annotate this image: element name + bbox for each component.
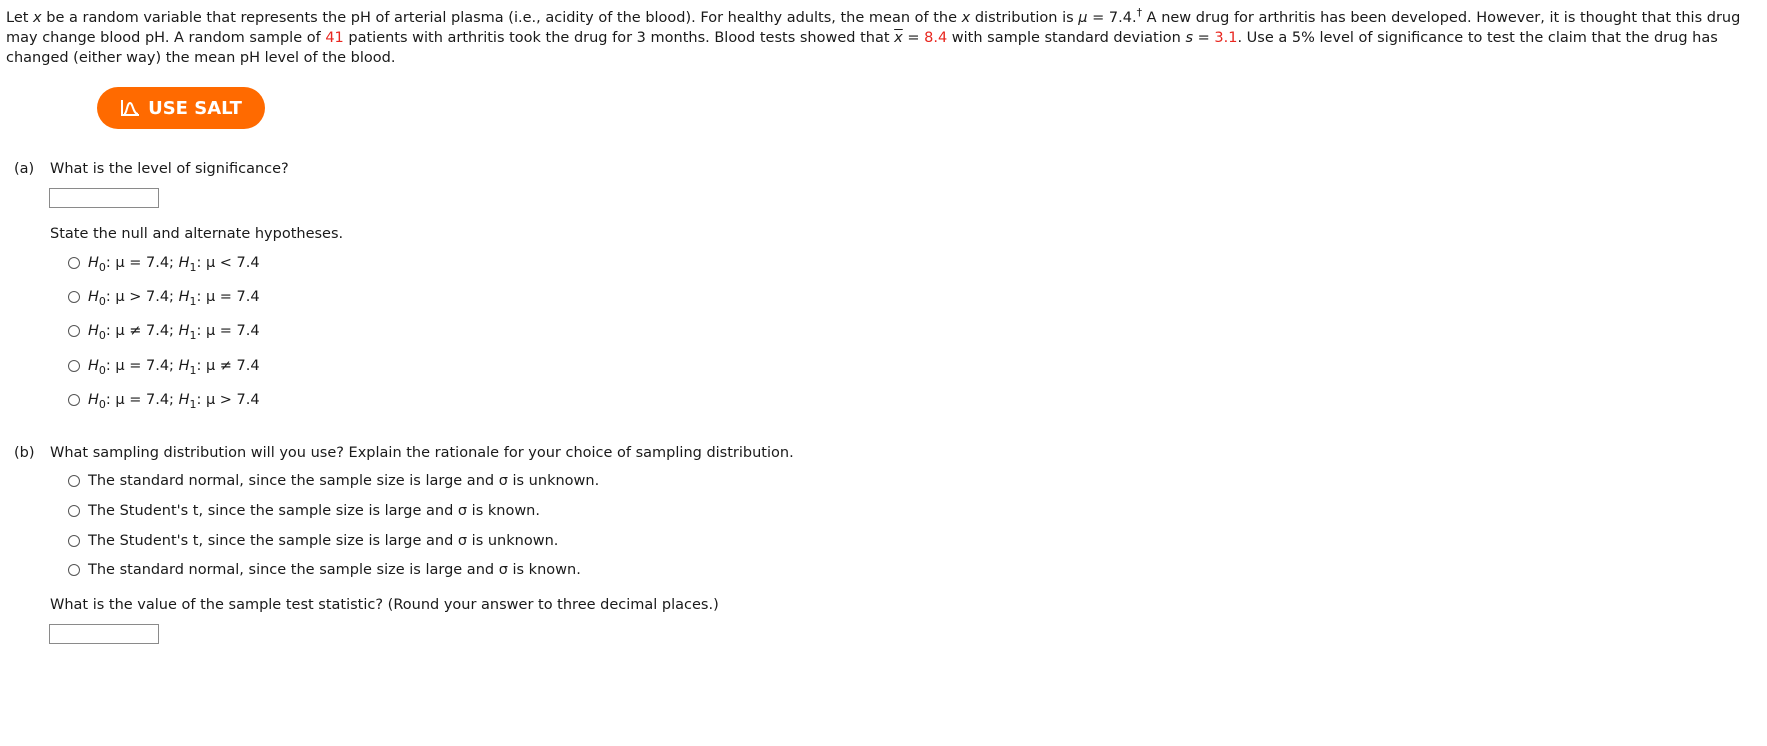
h0-expression: μ = 7.4;	[115, 255, 174, 271]
radio-button[interactable]	[68, 475, 80, 487]
h1-label: H	[178, 255, 190, 271]
sample-sd-value: 3.1	[1214, 29, 1238, 46]
sample-size-value: 41	[325, 29, 344, 46]
h0-label: H	[88, 255, 99, 271]
intro-text: =	[902, 29, 925, 46]
salt-curve-icon	[120, 99, 140, 117]
h0-subscript: 0	[98, 364, 106, 377]
intro-text: . Use a 5% level of significance to test the claim that the drug has changed (either way) the mean pH level of the blood.	[6, 29, 1718, 66]
h1-expression: μ > 7.4	[205, 392, 260, 408]
radio-button[interactable]	[68, 257, 80, 269]
h1-label: H	[178, 358, 190, 374]
h0-expression: μ > 7.4;	[115, 289, 174, 305]
h0-subscript: 0	[98, 398, 106, 411]
significance-question: What is the level of significance?	[50, 161, 289, 177]
test-statistic-question: What is the value of the sample test statistic? (Round your answer to three decimal places.)	[50, 597, 719, 613]
hypothesis-option-1[interactable]	[68, 255, 260, 274]
h0-subscript: 0	[98, 329, 106, 342]
radio-button[interactable]	[68, 505, 80, 517]
radio-button[interactable]	[68, 291, 80, 303]
h0-label: H	[88, 289, 99, 305]
hypothesis-text: H 0 : μ ≠ 7.4; H 1 : μ = 7.4	[88, 323, 260, 342]
radio-button[interactable]	[68, 535, 80, 547]
h0-label: H	[88, 323, 99, 339]
hypothesis-text: H 0 : μ = 7.4; H 1 : μ < 7.4	[88, 255, 260, 274]
sample-mean-value: 8.4	[924, 29, 948, 46]
hypothesis-text: H 0 : μ > 7.4; H 1 : μ = 7.4	[88, 289, 260, 308]
xbar-symbol: $\overline{x}$	[894, 29, 903, 46]
distribution-option-3[interactable]	[68, 533, 558, 549]
hypothesis-option-4[interactable]	[68, 358, 260, 377]
h1-subscript: 1	[189, 261, 197, 274]
distribution-option-label: The standard normal, since the sample size is large and σ is unknown.	[88, 473, 600, 489]
h0-expression: μ ≠ 7.4;	[115, 323, 174, 339]
h0-label: H	[88, 358, 99, 374]
h1-subscript: 1	[189, 364, 197, 377]
x-variable: x	[961, 9, 971, 26]
distribution-option-label: The Student's t, since the sample size is large and σ is unknown.	[88, 533, 559, 549]
footnote-dagger[interactable]: †	[1136, 6, 1143, 19]
hypotheses-prompt: State the null and alternate hypotheses.	[50, 226, 344, 242]
radio-button[interactable]	[68, 394, 80, 406]
test-statistic-input[interactable]	[49, 624, 159, 644]
h1-label: H	[178, 323, 190, 339]
h0-expression: μ = 7.4;	[115, 358, 174, 374]
hypothesis-option-5[interactable]	[68, 392, 260, 411]
mu-symbol: μ	[1078, 9, 1088, 26]
hypothesis-option-2[interactable]	[68, 289, 260, 308]
radio-button[interactable]	[68, 360, 80, 372]
distribution-option-label: The standard normal, since the sample size is large and σ is known.	[88, 562, 581, 578]
h1-expression: μ ≠ 7.4	[205, 358, 260, 374]
intro-text: be a random variable that represents the pH of arterial plasma (i.e., acidity of the blood). For healthy adults, the mean of the	[41, 9, 962, 26]
distribution-option-1[interactable]	[68, 473, 599, 489]
use-salt-button[interactable]	[97, 87, 265, 129]
intro-text: distribution is	[970, 9, 1079, 26]
h1-expression: μ < 7.4	[205, 255, 260, 271]
h1-expression: μ = 7.4	[205, 323, 260, 339]
hypothesis-option-3[interactable]	[68, 323, 260, 342]
radio-button[interactable]	[68, 325, 80, 337]
population-mean: = 7.4.	[1087, 9, 1137, 26]
radio-button[interactable]	[68, 564, 80, 576]
intro-text: A new drug for arthritis has been developed. However, it is thought that this drug may change blood pH. A random sample of	[6, 9, 1741, 46]
intro-text: patients with arthritis took the drug for 3 months. Blood tests showed that	[343, 29, 895, 46]
h1-label: H	[178, 392, 190, 408]
s-symbol: s	[1185, 29, 1193, 46]
part-b-label: (b)	[14, 445, 35, 461]
x-variable: x	[33, 9, 42, 26]
intro-text: with sample standard deviation	[947, 29, 1186, 46]
h1-subscript: 1	[189, 295, 197, 308]
distribution-option-4[interactable]	[68, 562, 581, 578]
problem-statement	[6, 3, 1756, 68]
sampling-distribution-question: What sampling distribution will you use? Explain the rationale for your choice of sampling distribution.	[50, 445, 794, 461]
h1-subscript: 1	[189, 398, 197, 411]
h1-expression: μ = 7.4	[205, 289, 260, 305]
intro-text: Let	[6, 9, 34, 26]
h0-subscript: 0	[98, 295, 106, 308]
h1-label: H	[178, 289, 190, 305]
distribution-option-label: The Student's t, since the sample size is large and σ is known.	[88, 503, 540, 519]
use-salt-label: USE SALT	[148, 97, 242, 119]
hypothesis-text: H 0 : μ = 7.4; H 1 : μ > 7.4	[88, 392, 260, 411]
hypothesis-text: H 0 : μ = 7.4; H 1 : μ ≠ 7.4	[88, 358, 260, 377]
h0-subscript: 0	[98, 261, 106, 274]
h0-label: H	[88, 392, 99, 408]
h0-expression: μ = 7.4;	[115, 392, 174, 408]
h1-subscript: 1	[189, 329, 197, 342]
significance-answer-input[interactable]	[49, 188, 159, 208]
distribution-option-2[interactable]	[68, 503, 540, 519]
intro-text: =	[1193, 29, 1215, 46]
part-a-label: (a)	[14, 161, 35, 177]
